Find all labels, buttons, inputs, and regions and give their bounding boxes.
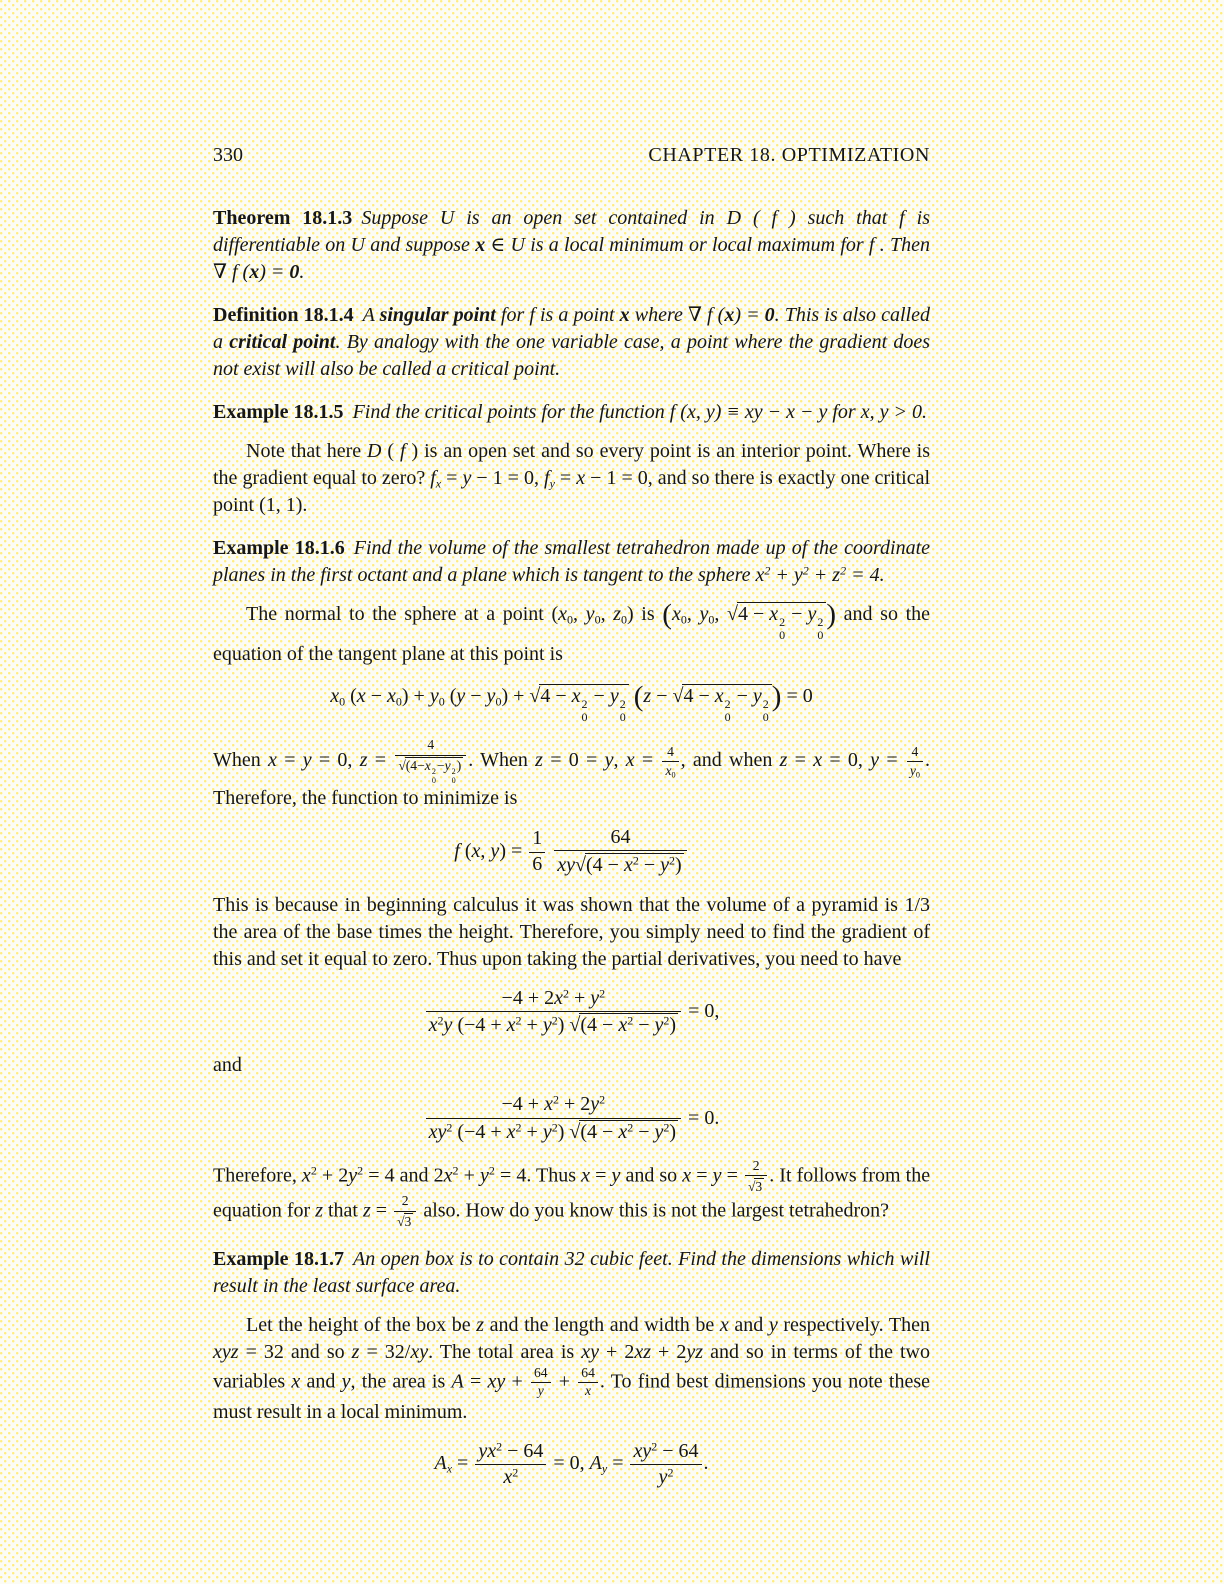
paragraph-pyramid-volume: This is because in beginning calculus it was shown that the volume of a pyramid is 1/3 the area of the base times the height. Therefore, you simply need to find the gradient of this and set it equal to zero. Thus upon taking the partial derivatives, you need to have	[213, 893, 930, 970]
connector-and: and	[213, 1054, 242, 1077]
page-header	[213, 142, 930, 169]
equation-tangent-plane-content: x0 (x − x0) + y0 (y − y0) + √4 − x 2 0 − y 2 0 (z − √4 − x 2 0 − y 2 0 ) = 0	[330, 680, 813, 724]
definition-label: Definition 18.1.4	[213, 304, 354, 326]
equation-partial-x-content: $\frac{-4 + 2x^2 + y^2}{x^2y (-4 + x^2 + y^2) √(4 - x^2 - y^2)}$ = 0,	[424, 1000, 720, 1022]
paragraph-intercepts: When x = y = 0, z = 4 √(4−x 2 0 −y 2 0 ) . When z = 0 = y, x = $\frac{4}{x0}$ , and when z = x = 0, y = $\frac{4}{y0}$ . Therefore, the function to minimize is	[213, 737, 930, 810]
equation-function-to-minimize	[213, 827, 930, 877]
equation-partial-x	[213, 988, 930, 1038]
equation-area-partials-content: Ax = $\frac{yx^2 - 64}{x^2}$ = 0, Ay = $\frac{xy^2 - 64}{y^2}$ .	[434, 1439, 709, 1488]
paragraph-open-box: Let the height of the box be z and the length and width be x and y respectively. Then xyz = 32 and so z = 32/xy. The total area is xy + 2xz + 2yz and so in terms of the two variables x and y, the area is A = xy + $\frac{64}{y}$ + $\frac{64}{x}$ . To find best dimensions you note these must result in a local minimum.	[213, 1313, 931, 1424]
theorem-body: Suppose U is an open set contained in D ( f ) such that f is differentiable on U and suppose x ∈ U is a local minimum or local maximum for f . Then ∇ f (x) = 0.	[213, 207, 930, 283]
page-content	[213, 142, 930, 1503]
page-number: 330	[213, 144, 243, 166]
paragraph-critical-point: Note that here D ( f ) is an open set and so every point is an interior point. Where is the gradient equal to zero? fx = y − 1 = 0, fy = x − 1 = 0, and so there is exactly one critical point (1, 1).	[213, 440, 931, 516]
example-18-1-6	[213, 535, 930, 589]
equation-partial-y	[213, 1094, 930, 1144]
definition-18-1-4	[213, 302, 930, 383]
example-18-1-7-label: Example 18.1.7	[213, 1247, 345, 1270]
theorem-label: Theorem 18.1.3	[213, 207, 353, 229]
example-18-1-7	[213, 1246, 930, 1300]
example-18-1-5-label: Example 18.1.5	[213, 401, 344, 423]
paragraph-solution: Therefore, $x^2 + 2y^2 = 4$ and $2x^2 + y^2 = 4$. Thus x = y and so x = y = $\frac{2}{√3}$ . It follows from the equation for z that z = $\frac{2}{√3}$ also. How do you know this is not the largest tetrahedron?	[213, 1158, 931, 1230]
equation-function-to-minimize-content: f (x, y) = $\frac{1}{6}$ $\frac{64}{xy√(4 - x^2 - y^2)}$	[454, 840, 688, 862]
example-18-1-5	[213, 399, 930, 426]
paragraph-sphere-normal: The normal to the sphere at a point (x0, y0, z0) is (x0, y0, √4 − x 2 0 − y 2 0 ) and so the equation of the tangent plane at this point is	[213, 598, 931, 666]
chapter-running-head: CHAPTER 18. OPTIMIZATION	[648, 144, 930, 166]
equation-partial-y-content: $\frac{-4 + x^2 + 2y^2}{xy^2 (-4 + x^2 + y^2) √(4 - x^2 - y^2)}$ = 0.	[424, 1107, 720, 1129]
example-18-1-5-body: Find the critical points for the function f (x, y) ≡ xy − x − y for x, y > 0.	[352, 401, 927, 423]
example-18-1-6-label: Example 18.1.6	[213, 537, 345, 559]
example-18-1-6-body: Find the volume of the smallest tetrahedron made up of the coordinate planes in the first octant and a plane which is tangent to the sphere $x^2 + y^2 + z^2 = 4$.	[213, 537, 930, 586]
definition-body: A singular point for f is a point x where ∇ f (x) = 0. This is also called a critical point. By analogy with the one variable case, a point where the gradient does not exist will also be called a critical point.	[213, 304, 931, 380]
example-18-1-7-body: An open box is to contain 32 cubic feet. Find the dimensions which will result in the least surface area.	[213, 1247, 930, 1297]
equation-area-partials	[213, 1441, 930, 1488]
equation-tangent-plane	[213, 680, 930, 724]
theorem-18-1-3	[213, 205, 930, 286]
